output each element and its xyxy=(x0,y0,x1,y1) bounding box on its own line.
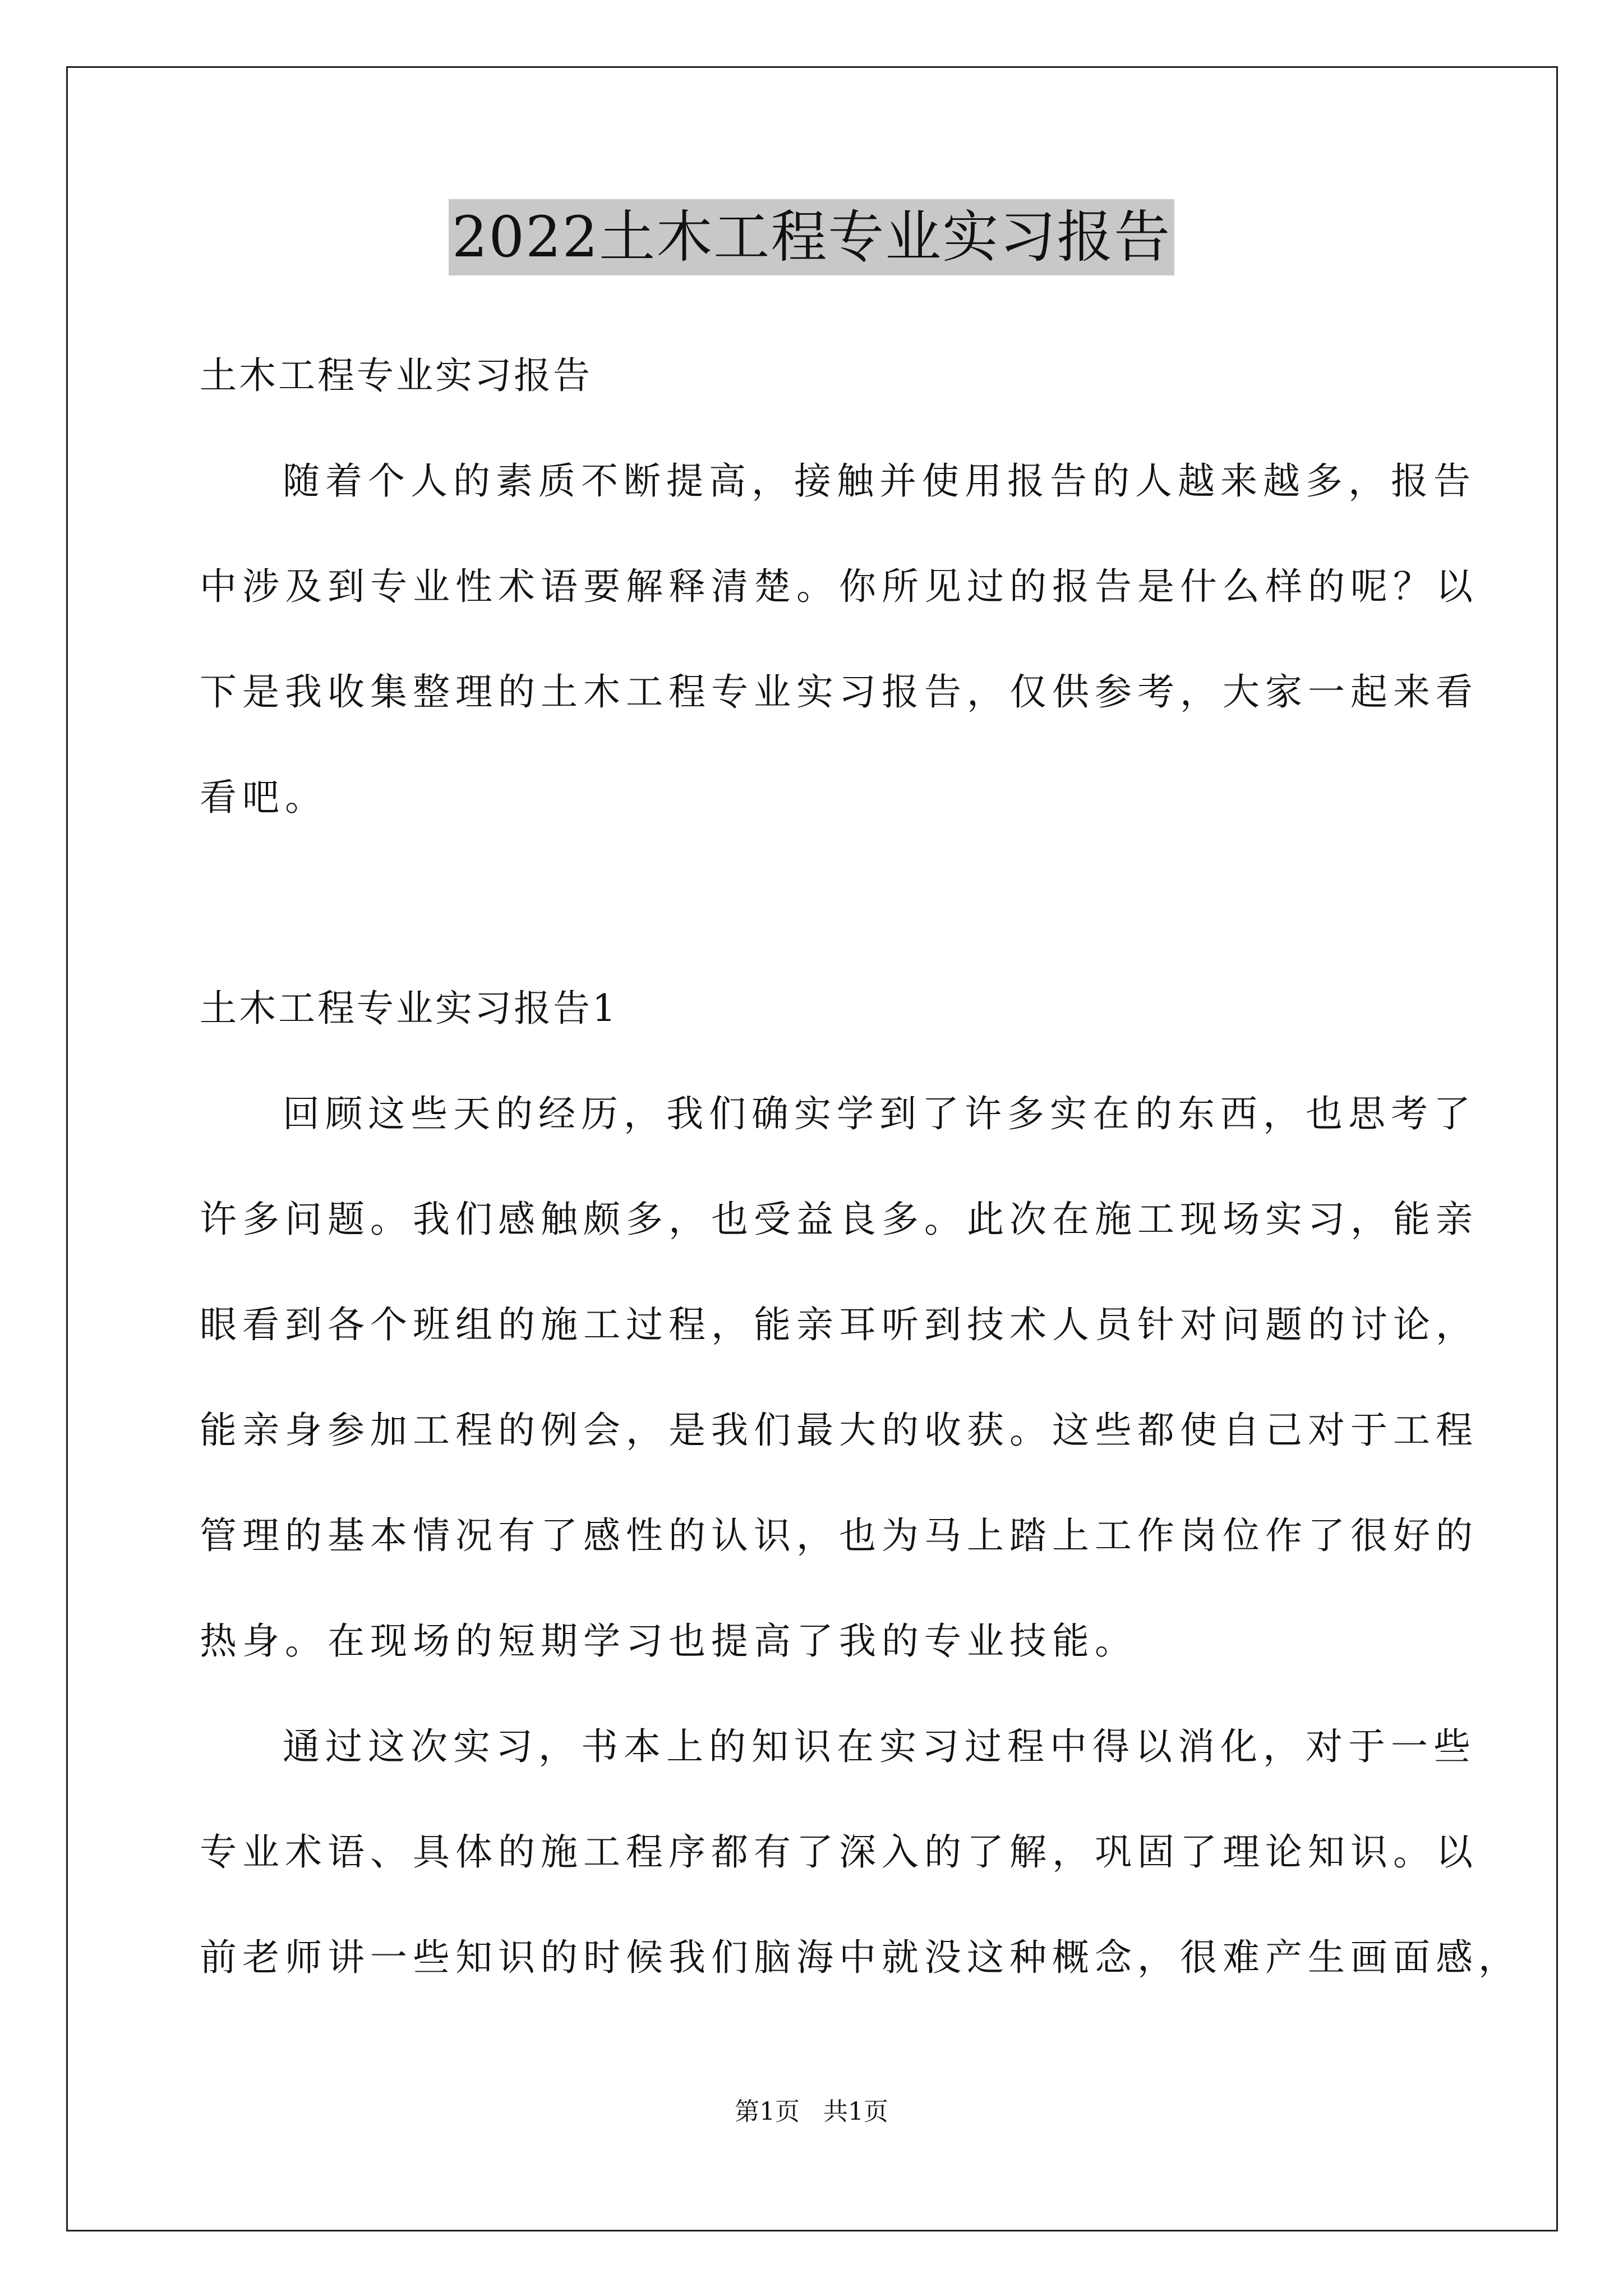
page-total: 共1页 xyxy=(823,2097,888,2126)
page-number: 第1页 xyxy=(735,2097,800,2126)
paragraph-line: 通过这次实习，书本上的知识在实习过程中得以消化，对于一些 xyxy=(283,1725,1476,1768)
document-body xyxy=(200,348,1521,2035)
title-container xyxy=(0,199,1623,275)
section-heading: 土木工程专业实习报告 xyxy=(200,354,592,397)
paragraph-line: 看吧。 xyxy=(200,776,328,819)
paragraph-line: 热身。在现场的短期学习也提高了我的专业技能。 xyxy=(200,1619,1137,1663)
paragraph-line: 能亲身参加工程的例会，是我们最大的收获。这些都使自己对于工程 xyxy=(200,1409,1478,1452)
paragraph-line: 前老师讲一些知识的时候我们脑海中就没这种概念，很难产生画面感， xyxy=(200,1936,1521,1979)
paragraph-line: 下是我收集整理的土木工程专业实习报告，仅供参考，大家一起来看 xyxy=(200,670,1478,714)
paragraph-line: 管理的基本情况有了感性的认识，也为马上踏上工作岗位作了很好的 xyxy=(200,1514,1478,1557)
paragraph-line: 中涉及到专业性术语要解释清楚。你所见过的报告是什么样的呢？以 xyxy=(200,565,1478,608)
paragraph-line: 许多问题。我们感触颇多，也受益良多。此次在施工现场实习，能亲 xyxy=(200,1198,1478,1241)
section-heading: 土木工程专业实习报告1 xyxy=(200,987,618,1030)
paragraph-line: 回顾这些天的经历，我们确实学到了许多实在的东西，也思考了 xyxy=(283,1092,1476,1135)
paragraph-line: 随着个人的素质不断提高，接触并使用报告的人越来越多，报告 xyxy=(283,459,1476,503)
paragraph-line: 眼看到各个班组的施工过程，能亲耳听到技术人员针对问题的讨论， xyxy=(200,1303,1478,1346)
document-title: 2022土木工程专业实习报告 xyxy=(449,199,1175,275)
paragraph-line: 专业术语、具体的施工程序都有了深入的了解，巩固了理论知识。以 xyxy=(200,1830,1478,1874)
page-footer xyxy=(0,2095,1623,2129)
blank-line xyxy=(200,875,1433,981)
